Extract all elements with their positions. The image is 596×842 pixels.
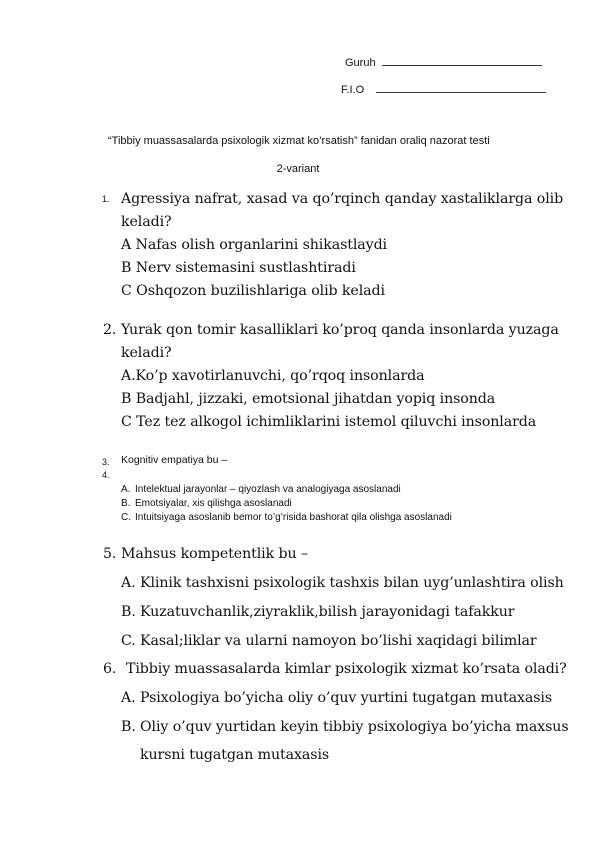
- option-a: [121, 686, 552, 710]
- question-number: 6.: [103, 661, 117, 677]
- option-c: [121, 629, 537, 653]
- option-b: B Nerv sistemasini sustlashtiradi: [121, 260, 356, 276]
- question-text-cont: keladi?: [121, 345, 172, 361]
- option-a: A.Ko’p xavotirlanuvchi, qo’rqoq insonlarda: [121, 368, 425, 384]
- option-c: C Oshqozon buzilishlariga olib keladi: [121, 283, 385, 299]
- option-letter: B.: [121, 719, 136, 735]
- option-a: [121, 483, 401, 496]
- option-letter: A.: [121, 575, 136, 591]
- option-text: Emotsiyalar, xis qilishga asoslanadi: [135, 498, 292, 509]
- option-letter: C.: [121, 633, 136, 649]
- question-text: Kognitiv empatiya bu –: [121, 454, 228, 466]
- fio-label: F.I.O: [341, 84, 365, 96]
- question-text: Mahsus kompetentlik bu –: [121, 546, 308, 562]
- option-c: C Tez tez alkogol ichimliklarini istemol qiluvchi insonlarda: [121, 414, 537, 430]
- option-b: B Badjahl, jizzaki, emotsional jihatdan yopiq insonda: [121, 391, 496, 407]
- question-number: 2.: [103, 322, 117, 338]
- question-text: Yurak qon tomir kasalliklari ko’proq qanda insonlarda yuzaga: [121, 322, 559, 338]
- option-a: [121, 571, 564, 595]
- option-b: [121, 497, 292, 510]
- option-letter: B.: [121, 604, 136, 620]
- option-b-cont: kursni tugatgan mutaxasis: [140, 747, 330, 763]
- question-text: Tibbiy muassasalarda kimlar psixologik xizmat ko’rsata oladi?: [126, 661, 567, 677]
- question-number: 5.: [103, 546, 117, 562]
- option-text: Kasal;liklar va ularni namoyon bo’lishi xaqidagi bilimlar: [140, 633, 537, 649]
- option-text: Oliy o’quv yurtidan keyin tibbiy psixologiya bo’yicha maxsus: [140, 719, 569, 735]
- question-number-extra: 4.: [102, 470, 110, 480]
- option-text: Kuzatuvchanlik,ziyraklik,bilish jarayonidagi tafakkur: [140, 604, 515, 620]
- fio-blank-line[interactable]: [376, 91, 546, 93]
- option-letter: C.: [121, 512, 131, 523]
- option-text: Klinik tashxisni psixologik tashxis bilan uyg’unlashtira olish: [140, 575, 564, 591]
- option-letter: B.: [121, 498, 131, 509]
- option-text: Intuitsiyaga asoslanib bemor to’g’risida bashorat qila olishga asoslanadi: [135, 512, 452, 523]
- option-b: [121, 600, 514, 624]
- option-letter: A.: [121, 484, 131, 495]
- fio-field: [341, 84, 546, 96]
- variant-label: 2-variant: [276, 163, 320, 175]
- option-c: [121, 511, 452, 524]
- option-b: [121, 715, 569, 739]
- option-a: A Nafas olish organlarini shikastlaydi: [121, 237, 387, 253]
- question-number: 3.: [102, 457, 110, 467]
- question-text: Agressiya nafrat, xasad va qo’rqinch qanday xastaliklarga olib: [121, 191, 564, 207]
- question-number: 1.: [102, 194, 110, 204]
- option-text: Intelektual jarayonlar – qiyozlash va analogiyaga asoslanadi: [135, 484, 401, 495]
- group-label: Guruh: [345, 57, 376, 69]
- group-blank-line[interactable]: [382, 64, 542, 66]
- option-letter: A.: [121, 690, 136, 706]
- document-title: “Tibbiy muassasalarda psixologik xizmat ko’rsatish” fanidan oraliq nazorat testi: [108, 135, 490, 147]
- group-field: [345, 57, 542, 69]
- question-text-cont: keladi?: [121, 214, 172, 230]
- option-text: Psixologiya bo’yicha oliy o’quv yurtini tugatgan mutaxasis: [140, 690, 553, 706]
